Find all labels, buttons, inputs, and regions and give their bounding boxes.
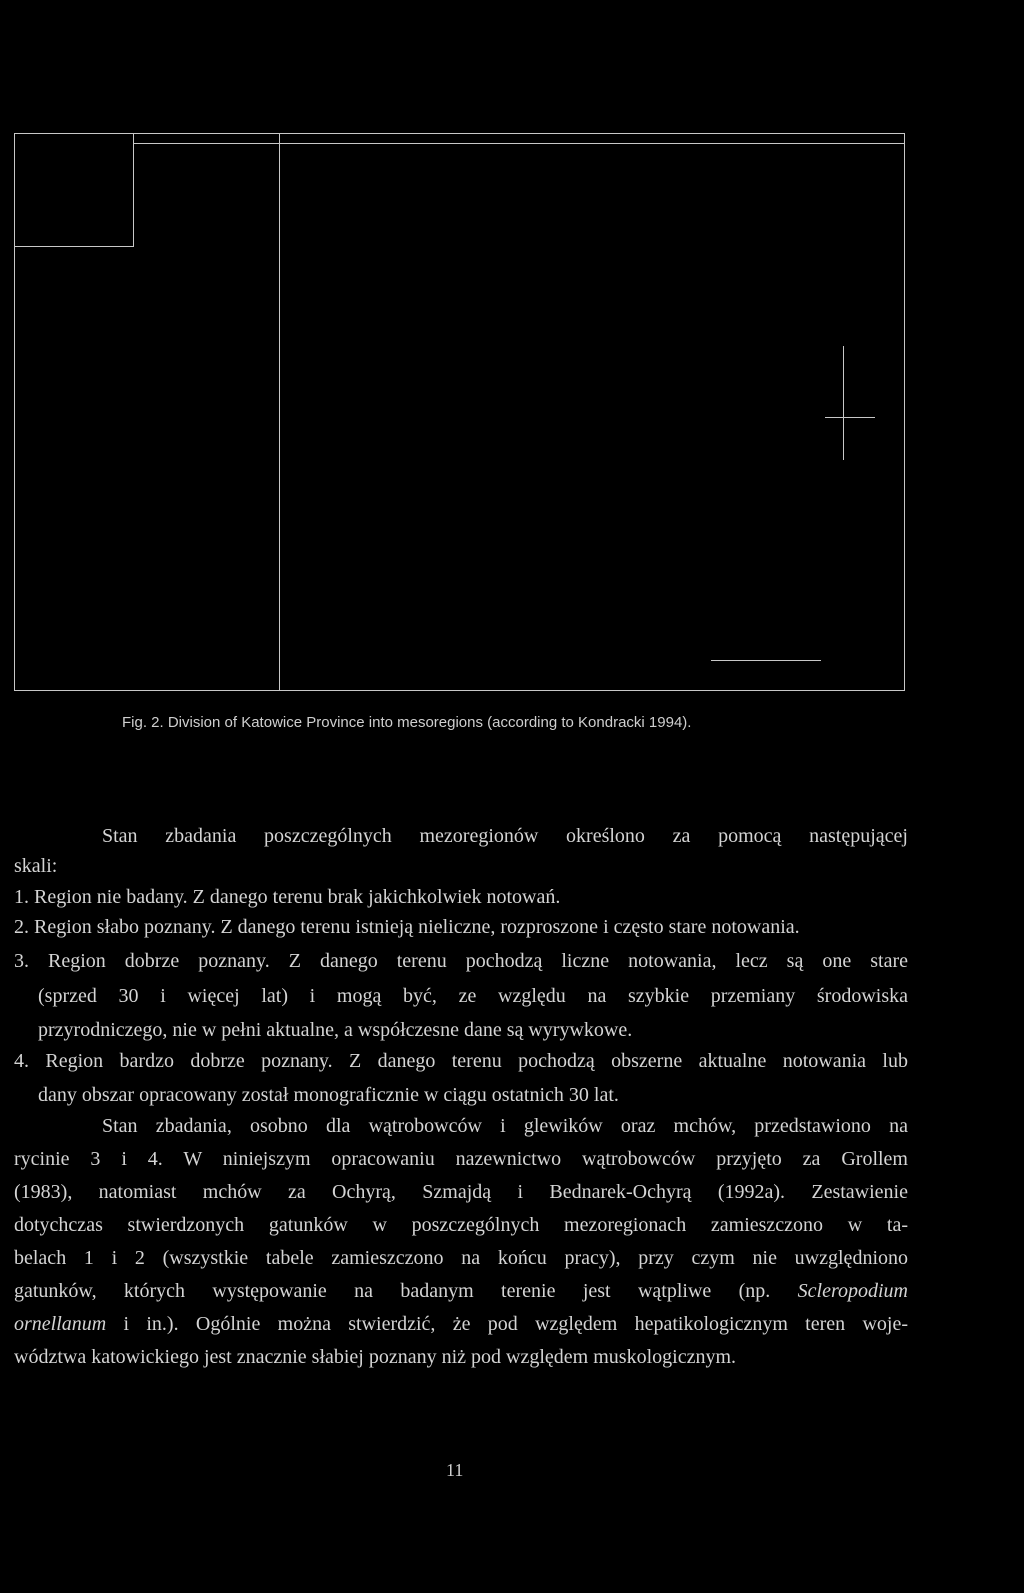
- paragraph-line: (1983), natomiast mchów za Ochyrą, Szmajdą i Bednarek-Ochyrą (1992a). Zestawienie: [14, 1181, 908, 1203]
- paragraph-line: [14, 1313, 908, 1336]
- map-figure-frame: [14, 133, 905, 691]
- intro-line: skali:: [14, 855, 58, 877]
- map-scale-cross-vertical: [843, 346, 844, 460]
- map-boundary-line: [133, 133, 134, 247]
- paragraph-line: rycinie 3 i 4. W niniejszym opracowaniu nazewnictwo wątrobowców przyjęto za Grollem: [14, 1148, 908, 1170]
- species-name: Scleropodium: [797, 1280, 908, 1302]
- scale-item-4-cont: dany obszar opracowany został monograficznie w ciągu ostatnich 30 lat.: [38, 1084, 619, 1106]
- map-boundary-line: [133, 143, 905, 144]
- paragraph-text: gatunków, których występowanie na badanym terenie jest wątpliwe (np.: [14, 1280, 798, 1302]
- scale-item-2: 2. Region słabo poznany. Z danego terenu istnieją nieliczne, rozproszone i często stare notowania.: [14, 916, 800, 938]
- species-name: ornellanum: [14, 1313, 107, 1335]
- scale-item-3-cont: (sprzed 30 i więcej lat) i mogą być, ze względu na szybkie przemiany środowiska: [38, 985, 908, 1007]
- scale-item-1: 1. Region nie badany. Z danego terenu brak jakichkolwiek notowań.: [14, 886, 561, 908]
- map-scale-cross-horizontal: [825, 417, 875, 418]
- map-boundary-line: [14, 246, 133, 247]
- paragraph-line: Stan zbadania, osobno dla wątrobowców i glewików oraz mchów, przedstawiono na: [102, 1115, 908, 1137]
- page-number: 11: [446, 1460, 464, 1480]
- paragraph-line: dotychczas stwierdzonych gatunków w poszczególnych mezoregionach zamieszczono w ta-: [14, 1214, 908, 1236]
- paragraph-text: i in.). Ogólnie można stwierdzić, że pod względem hepatikologicznym teren woje-: [106, 1313, 908, 1335]
- scale-item-3: 3. Region dobrze poznany. Z danego terenu pochodzą liczne notowania, lecz są one stare: [14, 950, 908, 972]
- map-boundary-line: [279, 133, 280, 691]
- intro-line: Stan zbadania poszczególnych mezoregionów określono za pomocą następującej: [102, 825, 908, 847]
- paragraph-line: [14, 1280, 908, 1303]
- map-scale-bar: [711, 660, 821, 661]
- paragraph-line: belach 1 i 2 (wszystkie tabele zamieszczono na końcu pracy), przy czym nie uwzględniono: [14, 1247, 908, 1269]
- paragraph-line: wództwa katowickiego jest znacznie słabiej poznany niż pod względem muskologicznym.: [14, 1346, 737, 1368]
- scale-item-4: 4. Region bardzo dobrze poznany. Z danego terenu pochodzą obszerne aktualne notowania lub: [14, 1050, 908, 1072]
- scale-item-3-cont: przyrodniczego, nie w pełni aktualne, a współczesne dane są wyrywkowe.: [38, 1019, 633, 1041]
- figure-caption: Fig. 2. Division of Katowice Province into mesoregions (according to Kondracki 1994).: [122, 714, 692, 731]
